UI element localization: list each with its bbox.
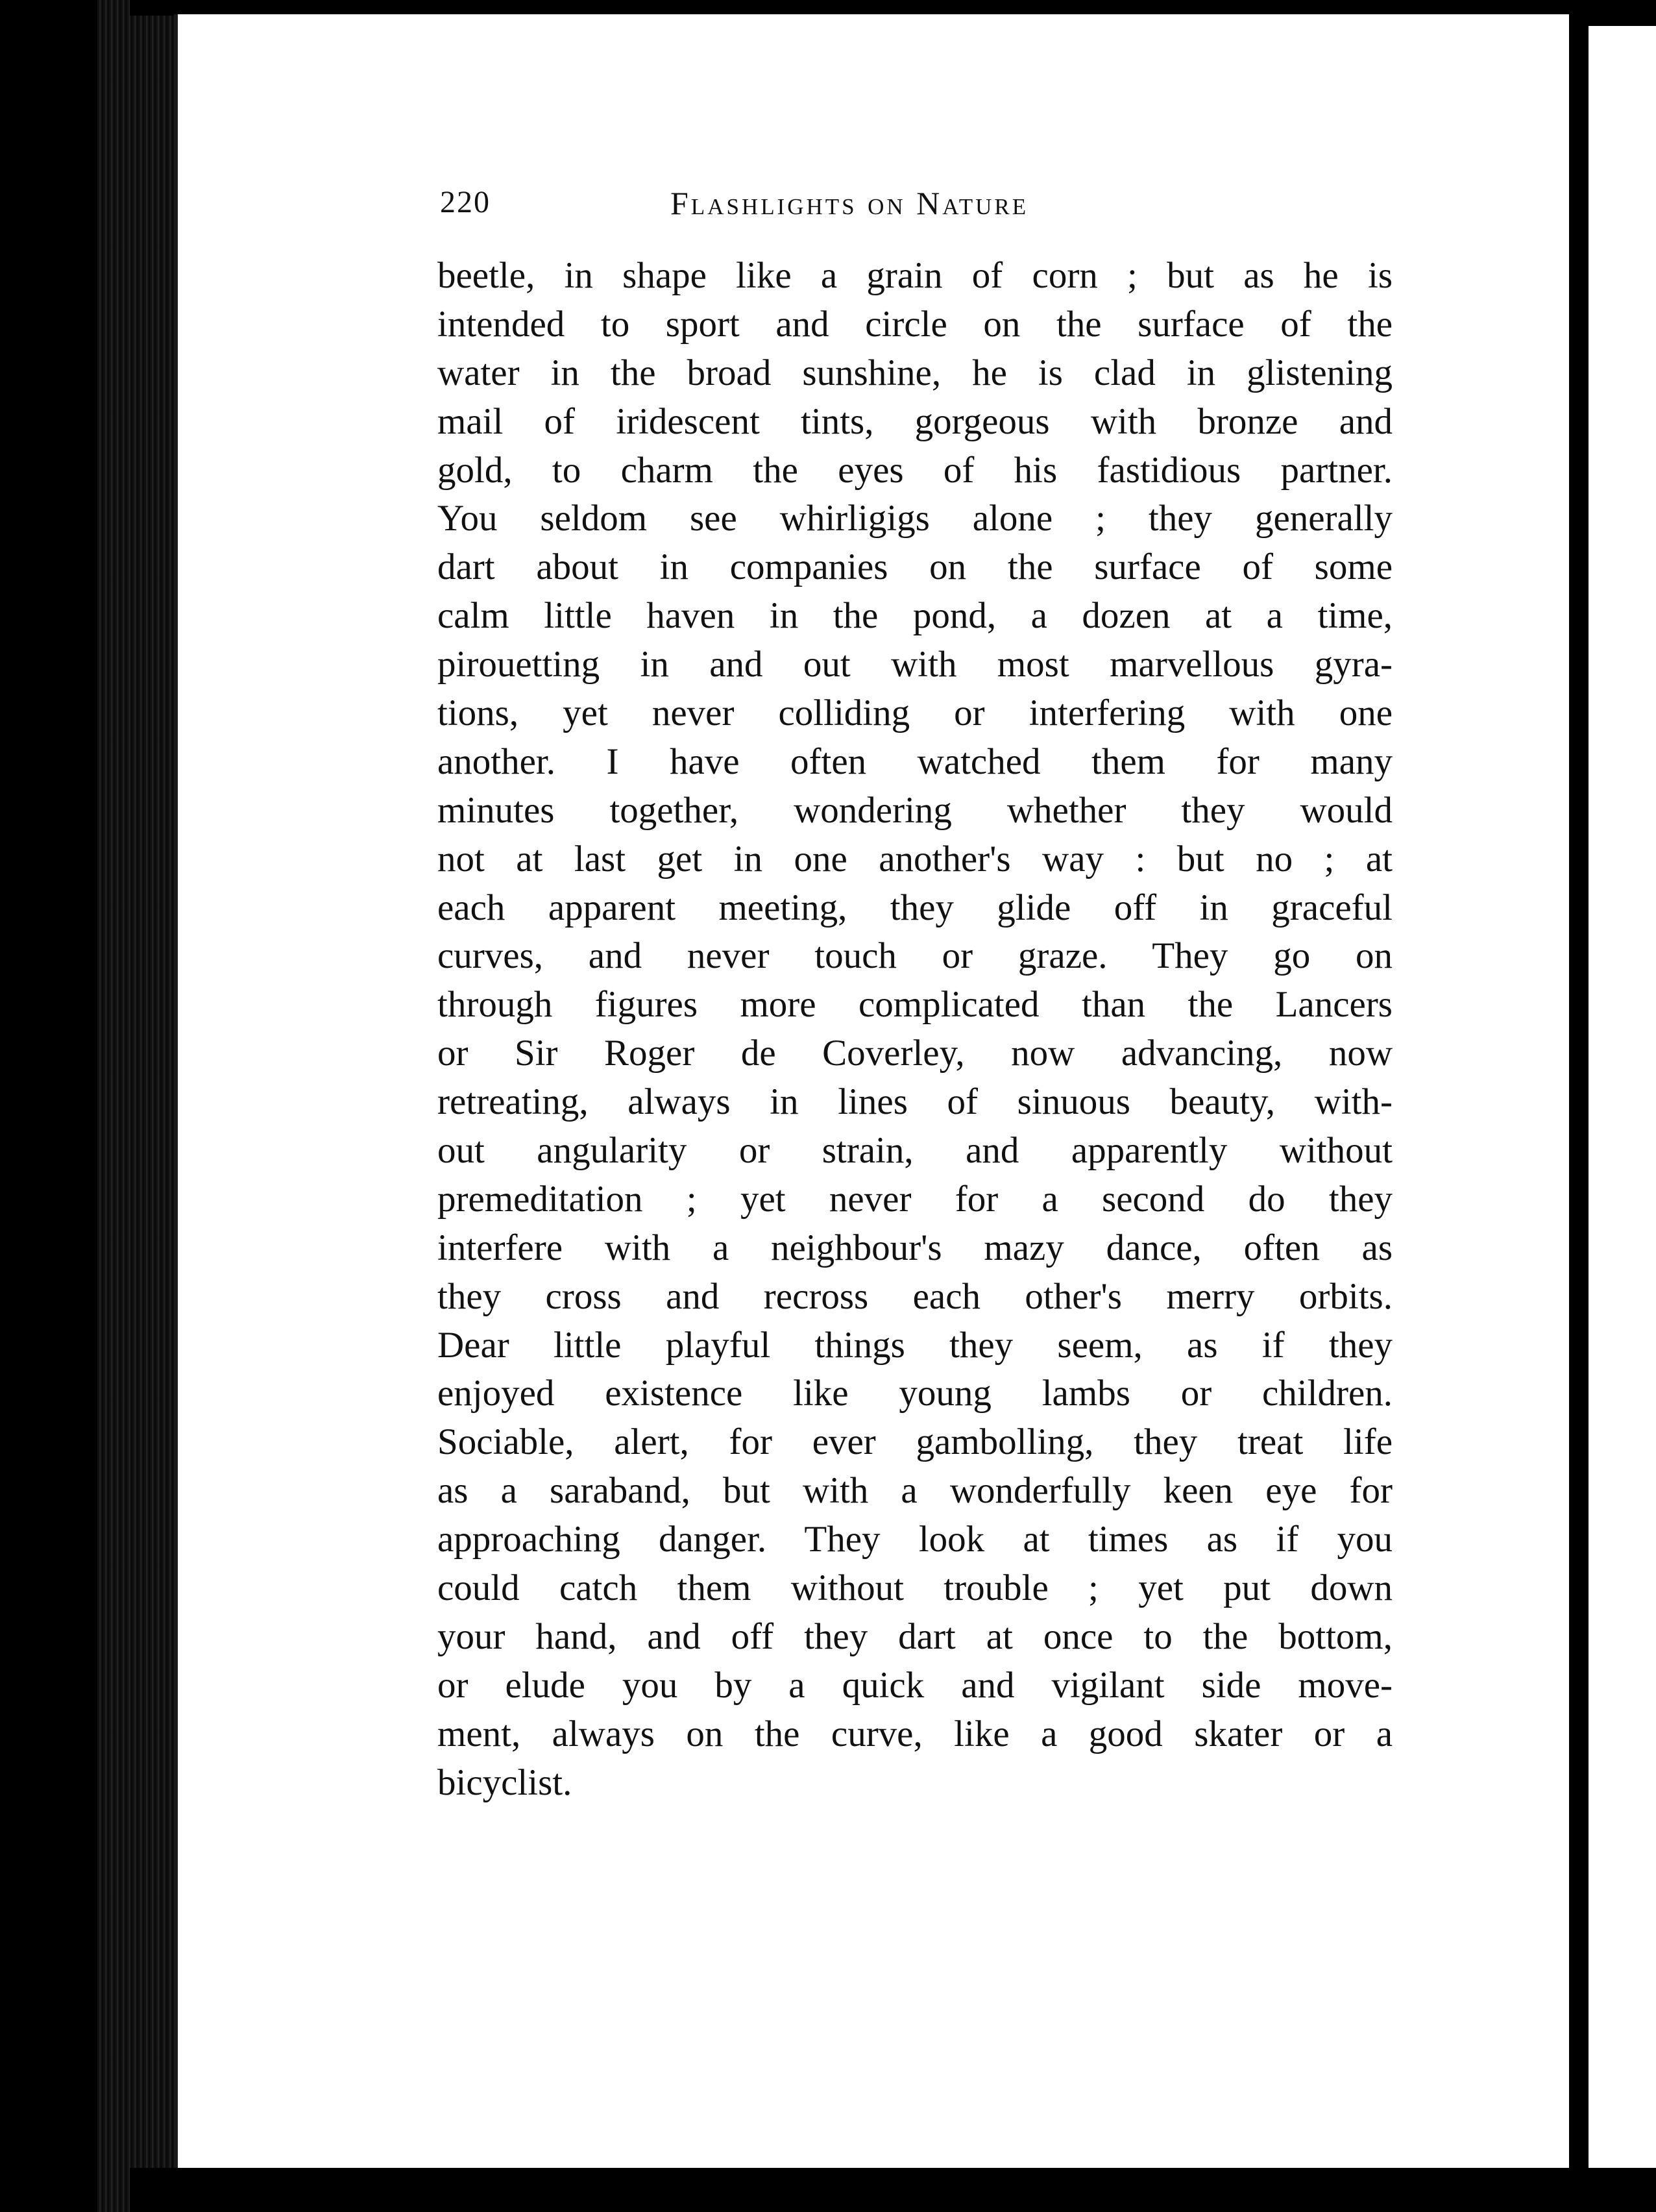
text-line: your hand, and off they dart at once to the bottom, (437, 1616, 1393, 1657)
text-line: pirouetting in and out with most marvellous gyra- (437, 644, 1393, 685)
facing-page-sliver (1589, 26, 1656, 2212)
book-gutter (1569, 0, 1589, 2212)
text-line: retreating, always in lines of sinuous beauty, with- (437, 1081, 1393, 1123)
text-line: as a saraband, but with a wonderfully keen eye for (437, 1470, 1393, 1512)
text-line: Dear little playful things they seem, as if they (437, 1324, 1393, 1366)
scan-top-border (130, 0, 1656, 16)
text-line: they cross and recross each other's merry orbits. (437, 1275, 1393, 1317)
text-line: ment, always on the curve, like a good skater or a (437, 1713, 1393, 1754)
text-line: water in the broad sunshine, he is clad in glistening (437, 352, 1393, 393)
text-line: beetle, in shape like a grain of corn ; but as he is (437, 255, 1393, 296)
text-line: could catch them without trouble ; yet put down (437, 1567, 1393, 1609)
text-line: curves, and never touch or graze. They go on (437, 935, 1393, 977)
text-line: minutes together, wondering whether they would (437, 789, 1393, 831)
text-line: another. I have often watched them for many (437, 741, 1393, 782)
text-line: tions, yet never colliding or interfering with one (437, 693, 1393, 734)
text-line: Sociable, alert, for ever gambolling, they treat life (437, 1421, 1393, 1463)
text-line: not at last get in one another's way : but no ; at (437, 838, 1393, 879)
text-line: interfere with a neighbour's mazy dance, often as (437, 1227, 1393, 1268)
text-line: premeditation ; yet never for a second do they (437, 1178, 1393, 1220)
text-line: calm little haven in the pond, a dozen at a time, (437, 595, 1393, 637)
scan-bottom-border (130, 2168, 1656, 2212)
text-line: out angularity or strain, and apparently without (437, 1130, 1393, 1172)
text-line: each apparent meeting, they glide off in graceful (437, 887, 1393, 928)
text-line: or elude you by a quick and vigilant side move- (437, 1664, 1393, 1706)
text-line: dart about in companies on the surface of some (437, 547, 1393, 588)
text-line: mail of iridescent tints, gorgeous with bronze and (437, 400, 1393, 442)
book-title: Flashlights on Nature (670, 185, 1029, 221)
text-line: You seldom see whirligigs alone ; they generally (437, 498, 1393, 539)
running-header (440, 184, 1180, 230)
page-stack-edge (97, 0, 175, 2212)
page-number: 220 (440, 185, 491, 219)
text-line: bicyclist. (437, 1762, 572, 1803)
text-line: through figures more complicated than the Lancers (437, 984, 1393, 1026)
text-line: intended to sport and circle on the surface of the (437, 303, 1393, 345)
text-line: approaching danger. They look at times as if you (437, 1519, 1393, 1560)
text-line: enjoyed existence like young lambs or children. (437, 1373, 1393, 1414)
body-text (437, 252, 1393, 1808)
text-line: gold, to charm the eyes of his fastidious partner. (437, 449, 1393, 491)
text-line: or Sir Roger de Coverley, now advancing, now (437, 1033, 1393, 1074)
